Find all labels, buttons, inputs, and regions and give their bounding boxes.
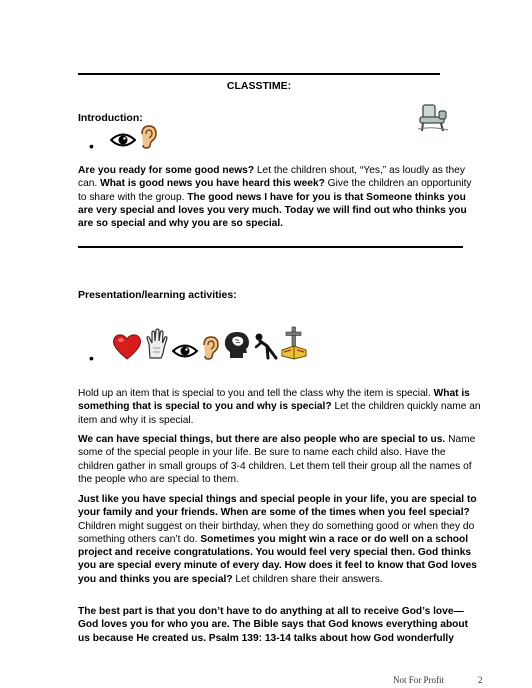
stretching-person-icon xyxy=(254,332,278,360)
pres-p1-text-0: Hold up an item that is special to you and tell the class why the item is special. xyxy=(78,388,434,399)
presentation-icons xyxy=(112,326,308,360)
introduction-icons xyxy=(110,125,158,149)
pres-p3-text-1: Children might suggest on their birthday, when they do something good or when they do something others can’t do. xyxy=(78,520,475,545)
presentation-paragraph-2 xyxy=(78,433,482,486)
introduction-heading: Introduction: xyxy=(78,112,143,124)
page-number: 2 xyxy=(478,675,483,685)
pres-p2-text-0: We can have special things, but there are also people who are special to us. xyxy=(78,434,446,445)
introduction-paragraph xyxy=(78,164,482,230)
chair-icon xyxy=(416,103,450,138)
heart-icon xyxy=(112,332,142,360)
intro-text-3: Give the children an opportunity to share with the group. xyxy=(78,178,472,203)
presentation-heading: Presentation/learning activities: xyxy=(78,289,237,301)
presentation-bullet: • xyxy=(89,350,94,366)
pres-p3-text-2: Sometimes you might win a race or do well on a school project and receive congratulations. You would feel very special then. God thinks you are special every minute of every day. How does it feel to know that God loves you and thinks you are special? xyxy=(78,533,477,585)
introduction-bullet: • xyxy=(89,138,94,154)
presentation-paragraph-3 xyxy=(78,493,482,586)
pres-p3-text-3: Let children share their answers. xyxy=(232,573,383,585)
intro-text-1: Let the children shout, “Yes,” as loudly as they can. xyxy=(78,165,465,190)
hand-icon xyxy=(144,328,170,360)
intro-text-2: What is good news you have heard this week? xyxy=(100,178,325,190)
cross-bible-icon xyxy=(280,326,308,360)
top-rule xyxy=(78,73,440,75)
pres-p3-text-0: Just like you have special things and special people in your life, you are special to your family and your friends. When are some of the times when you feel special? xyxy=(78,494,477,519)
intro-text-0: Are you ready for some good news? xyxy=(78,165,255,176)
eye-icon xyxy=(172,342,198,360)
pres-p1-text-1: What is something that is special to you and why is special? xyxy=(78,388,470,413)
presentation-paragraph-1 xyxy=(78,387,482,427)
intro-text-4: The good news I have for you is that Someone thinks you are very special and loves you very much. Today we will find out who thinks you are so special and why you are so special. xyxy=(78,191,467,230)
pres-p2-text-1: Name some of the special people in your life. Be sure to name each child also. Have the children gather in small groups of 3-4 children. Let them tell their group all the names of the people who are special to them. xyxy=(78,434,476,485)
classtime-title: CLASSTIME: xyxy=(226,80,292,92)
pres-p4-text-0: The best part is that you don’t have to do anything at all to receive God’s love—God loves you for who you are. The Bible says that God knows everything about us because He created us. Psalm 139: 13-14 talks about how God wonderfully xyxy=(78,606,469,644)
pres-p1-text-2: Let the children quickly name an item and why it is special. xyxy=(78,401,481,426)
eye-icon xyxy=(110,131,136,149)
head-icon xyxy=(222,330,252,360)
middle-rule xyxy=(78,246,463,248)
presentation-paragraph-4 xyxy=(78,605,482,645)
ear-icon xyxy=(200,336,220,360)
footer-note: Not For Profit xyxy=(393,675,445,685)
ear-icon xyxy=(138,125,158,149)
